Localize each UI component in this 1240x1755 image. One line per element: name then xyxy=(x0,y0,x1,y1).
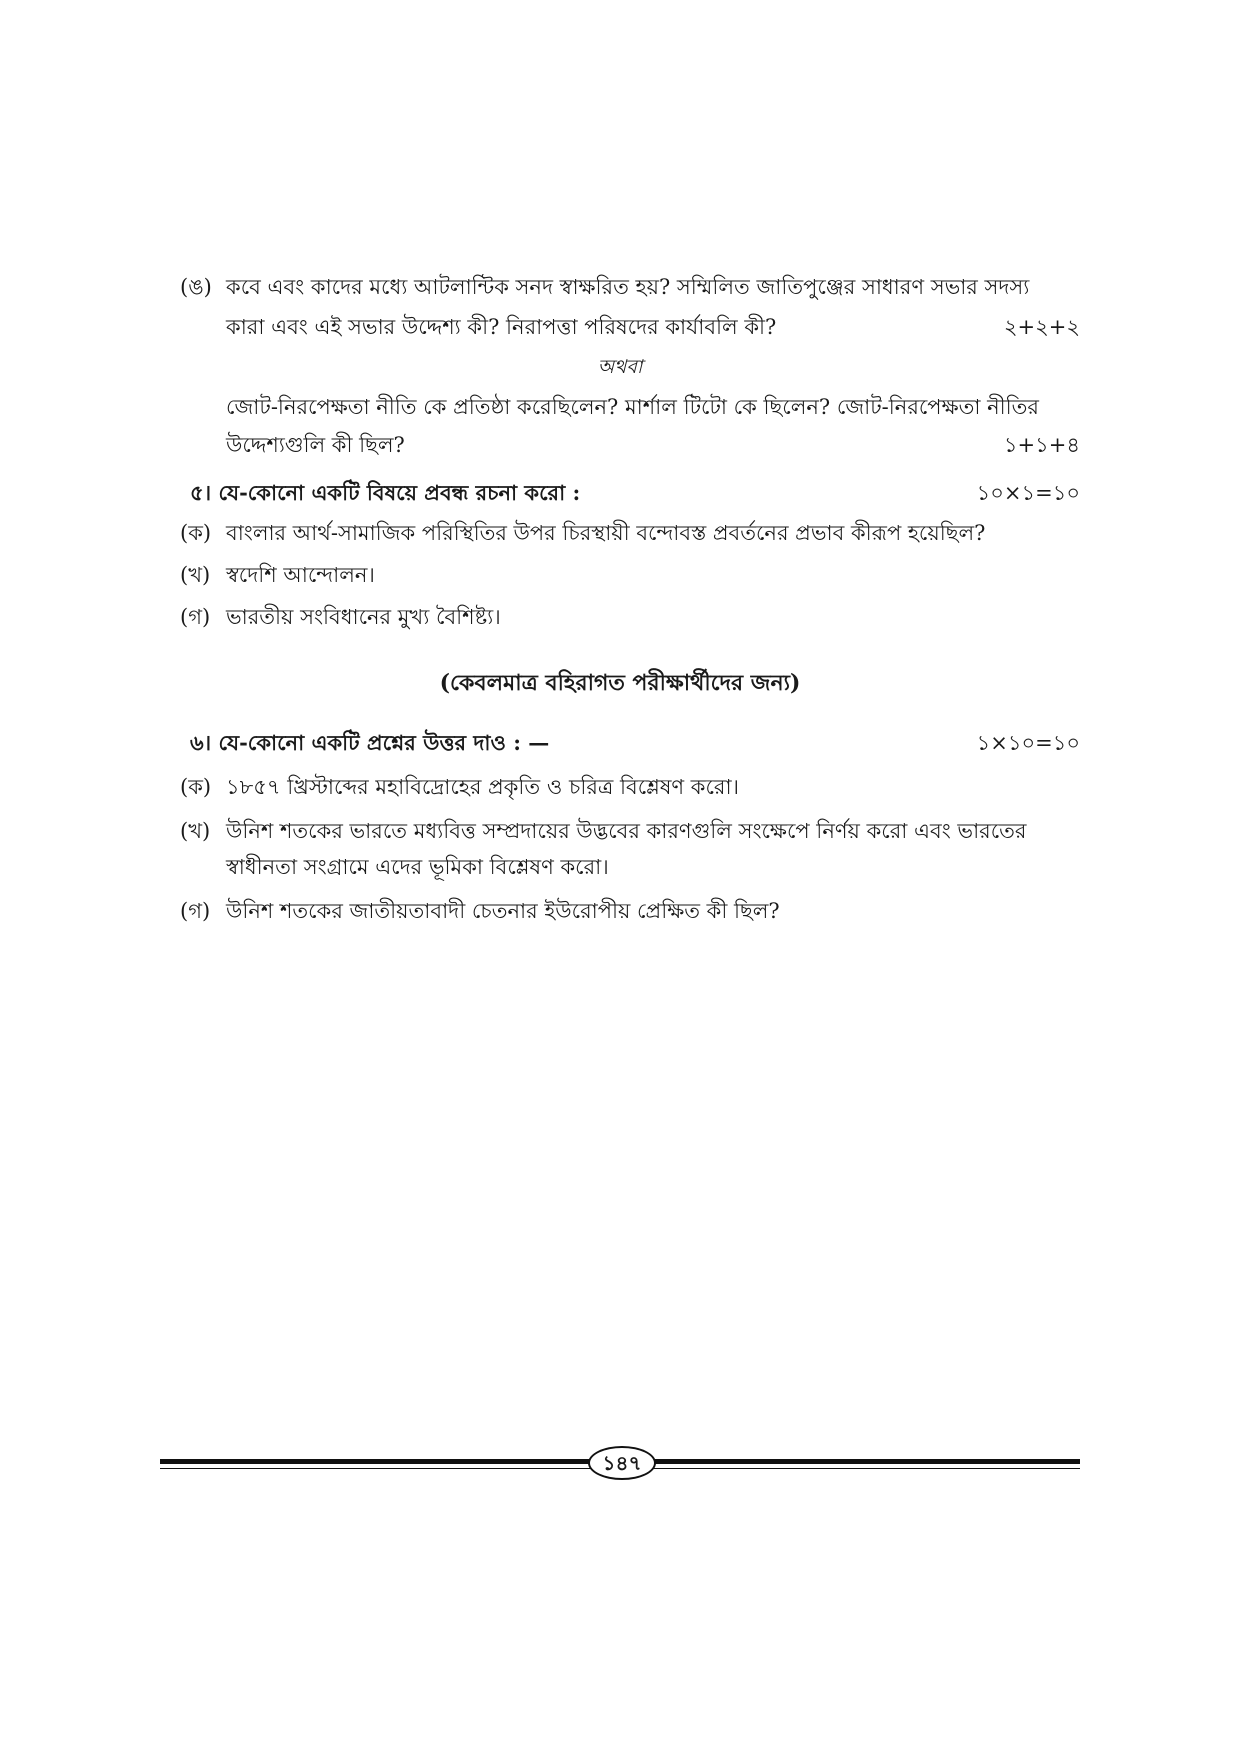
option-text: ১৮৫৭ খ্রিস্টাব্দের মহাবিদ্রোহের প্রকৃতি ও চরিত্র বিশ্লেষণ করো। xyxy=(226,775,740,799)
section-note: (কেবলমাত্র বহিরাগত পরীক্ষার্থীদের জন্য) xyxy=(439,670,801,696)
question-6-heading: ৬। যে-কোনো একটি প্রশ্নের উত্তর দাও : — xyxy=(190,730,550,755)
option-text: স্বদেশি আন্দোলন। xyxy=(226,563,375,587)
alt-question-line-2: উদ্দেশ্যগুলি কী ছিল? xyxy=(226,433,405,457)
question-5-heading: ৫। যে-কোনো একটি বিষয়ে প্রবন্ধ রচনা করো : xyxy=(190,480,581,505)
question-text-line-1: কবে এবং কাদের মধ্যে আটলান্টিক সনদ স্বাক্ষরিত হয়? সম্মিলিত জাতিপুঞ্জের সাধারণ সভার সদস্য xyxy=(226,275,1030,299)
page-footer xyxy=(160,1440,1080,1480)
question-5-marks: ১০×১=১০ xyxy=(976,481,1080,505)
question-6-marks: ১×১০=১০ xyxy=(976,731,1080,755)
question-text-line-2: কারা এবং এই সভার উদ্দেশ্য কী? নিরাপত্তা পরিষদের কার্যাবলি কী? xyxy=(226,315,777,339)
option-text-line-1: উনিশ শতকের ভারতে মধ্যবিত্ত সম্প্রদায়ের উদ্ভবের কারণগুলি সংক্ষেপে নির্ণয় করো এবং ভারতের xyxy=(226,819,1027,843)
option-label: (গ) xyxy=(180,605,211,629)
alt-question-line-1: জোট-নিরপেক্ষতা নীতি কে প্রতিষ্ঠা করেছিলেন? মার্শাল টিটো কে ছিলেন? জোট-নিরপেক্ষতা নীতির xyxy=(226,395,1039,419)
option-text: উনিশ শতকের জাতীয়তাবাদী চেতনার ইউরোপীয় প্রেক্ষিত কী ছিল? xyxy=(226,899,780,923)
question-number: (ঙ) xyxy=(180,275,212,299)
option-text: বাংলার আর্থ-সামাজিক পরিস্থিতির উপর চিরস্থায়ী বন্দোবস্ত প্রবর্তনের প্রভাব কীরূপ হয়েছিল? xyxy=(226,521,986,545)
option-text-line-2: স্বাধীনতা সংগ্রামে এদের ভূমিকা বিশ্লেষণ করো। xyxy=(226,855,609,879)
option-label: (ক) xyxy=(180,521,212,545)
option-label: (খ) xyxy=(180,563,211,587)
option-label: (ক) xyxy=(180,775,212,799)
option-label: (খ) xyxy=(180,819,211,843)
alt-question-marks: ১+১+৪ xyxy=(1003,433,1080,457)
or-label: অথবা xyxy=(597,356,643,378)
question-marks: ২+২+২ xyxy=(1003,315,1080,339)
option-text: ভারতীয় সংবিধানের মুখ্য বৈশিষ্ট্য। xyxy=(226,605,501,629)
option-label: (গ) xyxy=(180,899,211,923)
page-number: ১৪৭ xyxy=(588,1446,656,1480)
